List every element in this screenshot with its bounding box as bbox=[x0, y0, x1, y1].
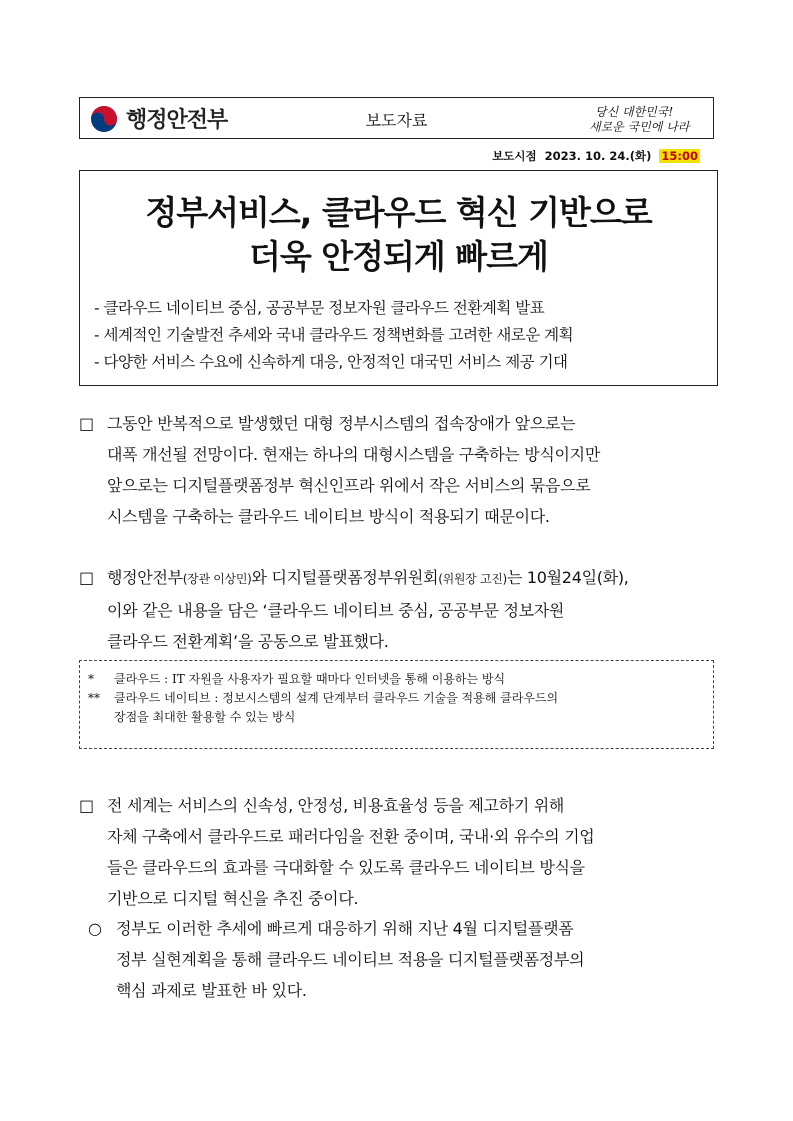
date-ref: 는 10월24일(화), bbox=[506, 568, 629, 587]
paragraph-1 bbox=[79, 408, 719, 532]
footnote-item bbox=[88, 689, 705, 708]
footnote-item-continuation bbox=[88, 708, 705, 727]
paragraph-line: 클라우드 전환계획’을 공동으로 발표했다. bbox=[107, 632, 389, 651]
paragraph-line: 앞으로는 디지털플랫폼정부 혁신인프라 위에서 작은 서비스의 묶음으로 bbox=[107, 476, 591, 495]
footnote-item bbox=[88, 670, 705, 689]
footnote-text: 클라우드 : IT 자원을 사용자가 필요할 때마다 인터넷을 통해 이용하는 방식 bbox=[114, 672, 506, 686]
paragraph-line: 전 세계는 서비스의 신속성, 안정성, 비용효율성 등을 제고하기 위해 bbox=[107, 796, 565, 815]
paragraph-line: 들은 클라우드의 효과를 극대화할 수 있도록 클라우드 네이티브 방식을 bbox=[107, 858, 585, 877]
svg-text:당신 대한민국!: 당신 대한민국! bbox=[595, 105, 674, 119]
release-date: 2023. 10. 24.(화) bbox=[544, 149, 652, 163]
chair-note: (위원장 고진) bbox=[438, 572, 507, 586]
release-time: 15:00 bbox=[661, 149, 698, 163]
subtitle-item: - 세계적인 기술발전 추세와 국내 클라우드 정책변화를 고려한 새로운 계획 bbox=[94, 326, 574, 344]
title-box bbox=[79, 170, 718, 386]
bullet-square: □ bbox=[79, 568, 94, 587]
headline-line-1: 정부서비스, 클라우드 혁신 기반으로 bbox=[145, 193, 652, 232]
paragraph-line bbox=[107, 562, 719, 595]
footnote-text: 장점을 최대한 활용할 수 있는 방식 bbox=[114, 710, 296, 724]
subtitle-list bbox=[94, 295, 573, 376]
ministry-ref: 행정안전부 bbox=[107, 568, 183, 587]
footnote-text: 클라우드 네이티브 : 정보시스템의 설계 단계부터 클라우드 기술을 적용해 클라우드의 bbox=[114, 691, 559, 705]
bullet-square: □ bbox=[79, 796, 94, 815]
release-label: 보도시점 bbox=[492, 149, 537, 163]
slogan-handwriting bbox=[583, 102, 703, 136]
paragraph-line: 정부도 이러한 추세에 빠르게 대응하기 위해 지난 4월 디지털플랫폼 bbox=[116, 919, 574, 938]
subtitle-item: - 클라우드 네이티브 중심, 공공부문 정보자원 클라우드 전환계획 발표 bbox=[94, 299, 545, 317]
bullet-square: □ bbox=[79, 414, 94, 433]
paragraph-line: 기반으로 디지털 혁신을 추진 중이다. bbox=[107, 889, 359, 908]
release-time-line bbox=[492, 148, 700, 164]
headline-line-2: 더욱 안정되게 빠르게 bbox=[249, 237, 548, 276]
paragraph-2 bbox=[79, 562, 719, 657]
committee-ref: 와 디지털플랫폼정부위원회 bbox=[251, 568, 439, 587]
document-type: 보도자료 bbox=[365, 111, 428, 130]
subtitle-item: - 다양한 서비스 수요에 신속하게 대응, 안정적인 대국민 서비스 제공 기대 bbox=[94, 353, 568, 371]
footnote-box bbox=[79, 660, 714, 749]
paragraph-line: 정부 실현계획을 통해 클라우드 네이티브 적용을 디지털플랫폼정부의 bbox=[116, 950, 585, 969]
footnote-mark: ** bbox=[88, 691, 100, 705]
paragraph-line: 그동안 반복적으로 발생했던 대형 정부시스템의 접속장애가 앞으로는 bbox=[107, 414, 576, 433]
ministry-name: 행정안전부 bbox=[126, 108, 228, 133]
document-header bbox=[79, 97, 714, 139]
minister-note: (장관 이상민) bbox=[182, 572, 252, 586]
bullet-circle: ○ bbox=[88, 919, 102, 938]
paragraph-line: 대폭 개선될 전망이다. 현재는 하나의 대형시스템을 구축하는 방식이지만 bbox=[107, 445, 600, 464]
paragraph-line: 시스템을 구축하는 클라우드 네이티브 방식이 적용되기 때문이다. bbox=[107, 507, 550, 526]
paragraph-line: 핵심 과제로 발표한 바 있다. bbox=[116, 981, 307, 1000]
paragraph-3 bbox=[79, 790, 719, 914]
paragraph-line: 이와 같은 내용을 담은 ‘클라우드 네이티브 중심, 공공부문 정보자원 bbox=[107, 601, 565, 620]
footnote-mark: * bbox=[88, 672, 94, 686]
paragraph-4 bbox=[88, 913, 720, 1006]
paragraph-line: 자체 구축에서 클라우드로 패러다임을 전환 중이며, 국내·외 유수의 기업 bbox=[107, 827, 595, 846]
svg-text:새로운 국민에 나라: 새로운 국민에 나라 bbox=[589, 120, 690, 134]
